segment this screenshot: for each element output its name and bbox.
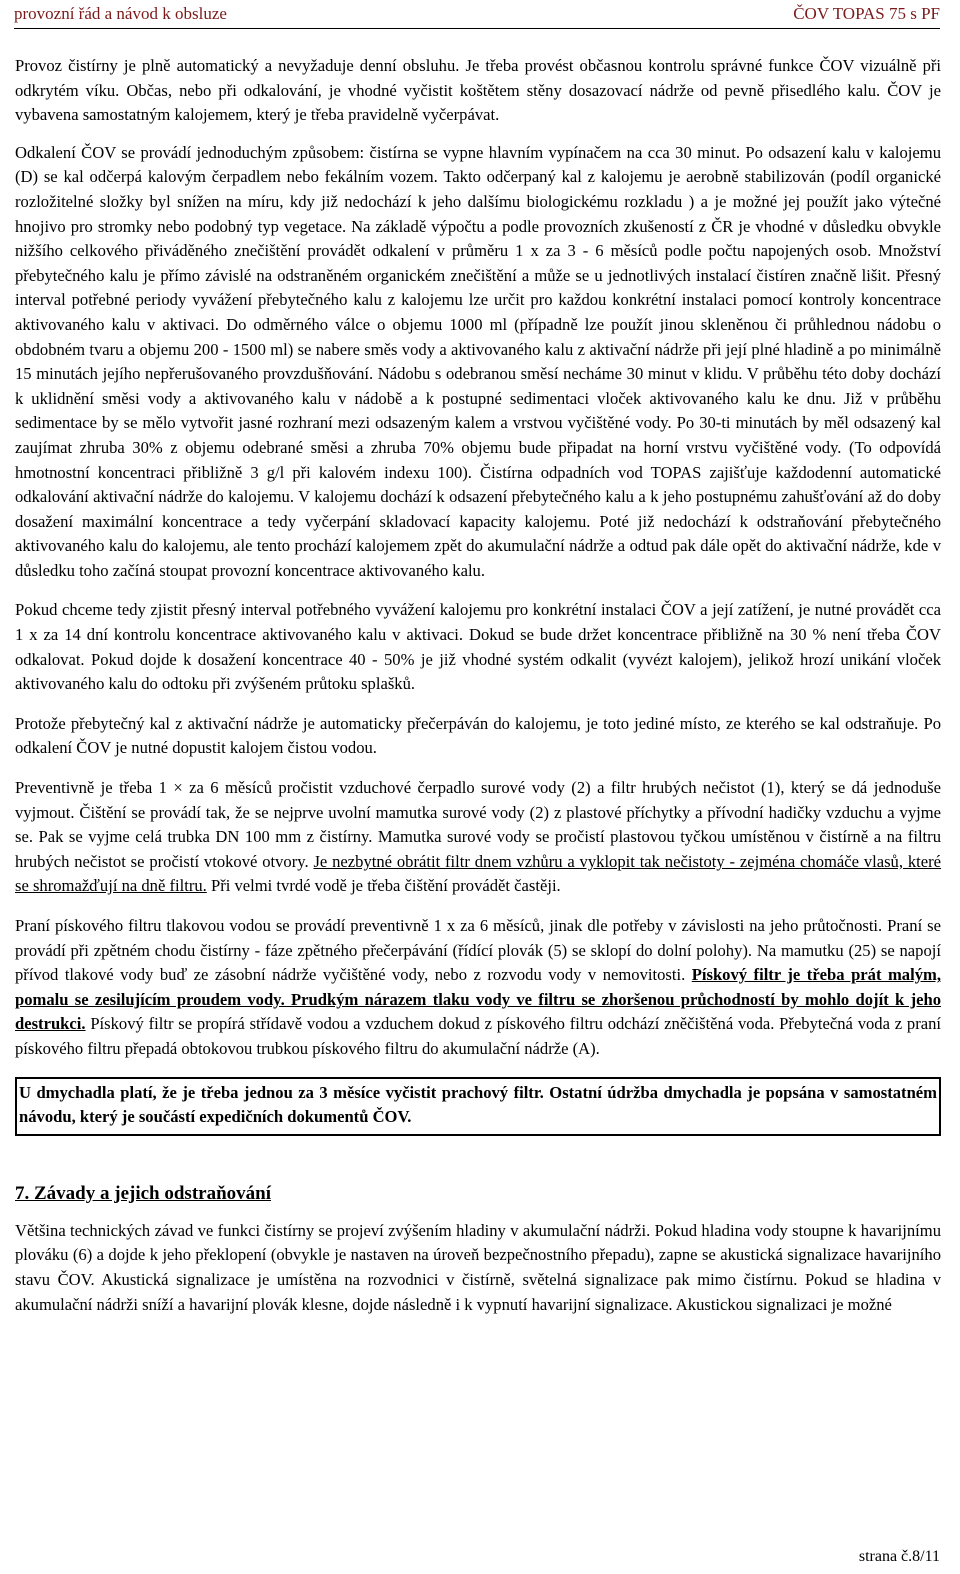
header-left-title: provozní řád a návod k obsluze <box>14 4 227 23</box>
filter-warning-underlined: Je nezbytné obrátit filtr dnem vzhůru a vyklopit tak nečistoty - zejména chomáče vlasů, které se shromažďují na dně filtru. <box>15 851 942 896</box>
preventive-text: Preventivně je třeba 1 × za 6 měsíců pročistit vzduchové čerpadlo surové vody (2) a filtr hrubých nečistot (1), který se dá jednoduše vyjmout. Čištění se provádí tak, že se nejprve uvolní mamutka surové vody (2) z plastové příchytky a přívodní hadičky vzduchu a vyjme se. Pak se vyjme celá trubka DN 100 mm z čistírny. Mamutka surové vody se pročistí plastovou tyčkou umístěnou v čistírně a na filtru hrubých nečistot se pročistí vtokové otvory. <box>15 778 941 871</box>
sand-filter-text: Praní pískového filtru tlakovou vodou se provádí preventivně 1 x za 6 měsíců, jinak dle potřeby v závislosti na jeho průtočnosti. Praní se provádí při zpětném chodu čistírny - fáze zpětného přečerpávání (řídící plovák (5) se sklopí do dolní polohy). Na mamutku (25) se napojí přívod tlakové vody buď ze zásobní nádrže vyčištěné vody, nebo z rozvodu vody v nemovitosti. <box>15 916 941 985</box>
sand-filter-warning: Pískový filtr je třeba prát malým, pomalu se zesilujícím proudem vody. Prudkým nárazem tlaku vody ve filtru se zhoršenou průchodností by mohlo dojít k jeho destrukci. <box>15 965 941 1034</box>
page-header <box>14 4 940 29</box>
paragraph-sludge-interval: Pokud chceme tedy zjistit přesný interval potřebného vyvážení kalojemu pro konkrétní instalaci ČOV a její zatížení, je nutné provádět cca 1 x za 14 dní kontrolu koncentrace aktivovaného kalu v aktivaci. Dokud se bude držet koncentrace přibližně na 30 % není třeba ČOV odkalovat. Pokud dojde k dosažení koncentrace 40 - 50% je již vhodné systém odkalit (vyvézt kalojem), jelikož hrozí unikání vloček aktivovaného kalu do odtoku při zvýšeném průtoku splašků. <box>15 600 941 694</box>
paragraph-operation: Provoz čistírny je plně automatický a nevyžaduje denní obsluhu. Je třeba provést občasnou kontrolu správné funkce ČOV vizuálně při odkrytém víku. Občas, nebo při odkalování, je vhodné vyčistit koštětem stěny dosazovací nádrže od pevně přisedlého kalu. ČOV je vybavena samostatným kalojemem, který je třeba pravidelně vyčerpávat. <box>15 56 941 125</box>
sand-filter-text-end: Pískový filtr se propírá střídavě vodou a vzduchem dokud z pískového filtru odchází zněčištěná voda. Přebytečná voda z praní pískového filtru přepadá obtokovou trubkou pískového filtru do akumulační nádrže (A). <box>15 1014 941 1058</box>
header-right-title: ČOV TOPAS 75 s PF <box>793 4 940 23</box>
page-number: strana č.8/11 <box>858 1548 940 1565</box>
section-heading: 7. Závady a jejich odstraňování <box>15 1182 271 1204</box>
document-body <box>15 54 941 1317</box>
paragraph-desludging: Odkalení ČOV se provádí jednoduchým způsobem: čistírna se vypne hlavním vypínačem na cca 30 minut. Po odsazení kalu v kalojemu (D) se kal odčerpá kalovým čerpadlem nebo fekálním vozem. Takto odčerpaný kal z kalojemu je aerobně stabilizován (podíl organické rozložitelné složky byl snížen na míru, kdy již nedochází k jeho dalšímu biologickému rozkladu ) a je možné jej použít jako výtečné hnojivo pro stromky nebo podobný typ vegetace. Na základě výpočtu a podle provozních zkušeností z ČR je vhodné v důsledku obvykle nižšího celkového přiváděného znečištění provádět odkalení v průměru 1 x za 3 - 6 měsíců podle počtu napojených osob. Množství přebytečného kalu je přímo závislé na odstraněném organickém znečištění a může se u jednotlivých instalací čistíren značně lišit. Přesný interval potřebné periody vyvážení přebytečného kalu z kalojemu lze určit pro každou konkrétní instalaci pomocí kontroly koncentrace aktivovaného kalu v aktivaci. Do odměrného válce o objemu 1000 ml (případně lze použít jinou skleněnou či průhlednou nádobu o obdobném tvaru a objemu 200 - 1500 ml) se nabere směs vody a aktivovaného kalu z aktivační nádrže při její plné hladině a po minimálně 15 minutách jejího nepřerušovaného provzdušňování. Nádobu s odebranou směsí necháme 30 minut v klidu. V průběhu této doby dochází k uklidnění směsi vody a aktivovaného kalu v nádobě a k postupné sedimentaci vloček aktivovaného kalu ke dnu. Již v průběhu sedimentace by se mělo vytvořit jasné rozhraní mezi odsazeným kalem a vrstvou vyčištěné vody. Po 30-ti minutách by měl odsazený kal zaujímat zhruba 30% z objemu odebrané směsi a zhruba 70% objemu bude připadat na horní vrstvu vyčištěné vody. (To odpovídá hmotnostní koncentraci přibližně 3 g/l při kalovém indexu 100). Čistírna odpadních vod TOPAS zajišťuje každodenní automatické odkalování aktivační nádrže do kalojemu. V kalojemu dochází k odsazení přebytečného kalu a k jeho postupnému zahušťování až do doby dosažení maximální koncentrace a tedy vyčerpání skladovací kapacity kalojemu. Poté již nedochází k odstraňování přebytečného aktivovaného kalu do kalojemu, ale tento prochází kalojemem zpět do akumulační nádrže a odtud pak dále opět do aktivační nádrže, kde v důsledku toho začíná stoupat provozní koncentrace aktivovaného kalu. <box>15 142 941 580</box>
paragraph-preventive-cleaning <box>15 776 941 899</box>
preventive-text-end: Při velmi tvrdé vodě je třeba čištění provádět častěji. <box>206 876 561 896</box>
paragraph-sludge-removal: Protože přebytečný kal z aktivační nádrže je automaticky přečerpáván do kalojemu, je toto jediné místo, ze kterého se kal odstraňuje. Po odkalení ČOV je nutné dopustit kalojem čistou vodou. <box>15 713 941 758</box>
paragraph-faults: Většina technických závad ve funkci čistírny se projeví zvýšením hladiny v akumulační nádrži. Pokud hladina vody stoupne k havarijnímu plováku (6) a dojde k jeho překlopení (obvykle je nastaven na úroveň bezpečnostního přepadu), zapne se akustická signalizace havarijního stavu ČOV. Akustická signalizace je umístěna na rozvodnici v čistírně, světelná signalizace pak mimo čistírnu. Pokud se hladina v akumulační nádrži sníží a havarijní plovák klesne, dojde následně i k vypnutí havarijní signalizace. Akustickou signalizaci je možné <box>15 1220 941 1314</box>
blower-note-box: U dmychadla platí, že je třeba jednou za 3 měsíce vyčistit prachový filtr. Ostatní údržba dmychadla je popsána v samostatném návodu, který je součástí expedičních dokumentů ČOV. <box>15 1077 941 1136</box>
paragraph-sand-filter <box>15 914 941 1062</box>
